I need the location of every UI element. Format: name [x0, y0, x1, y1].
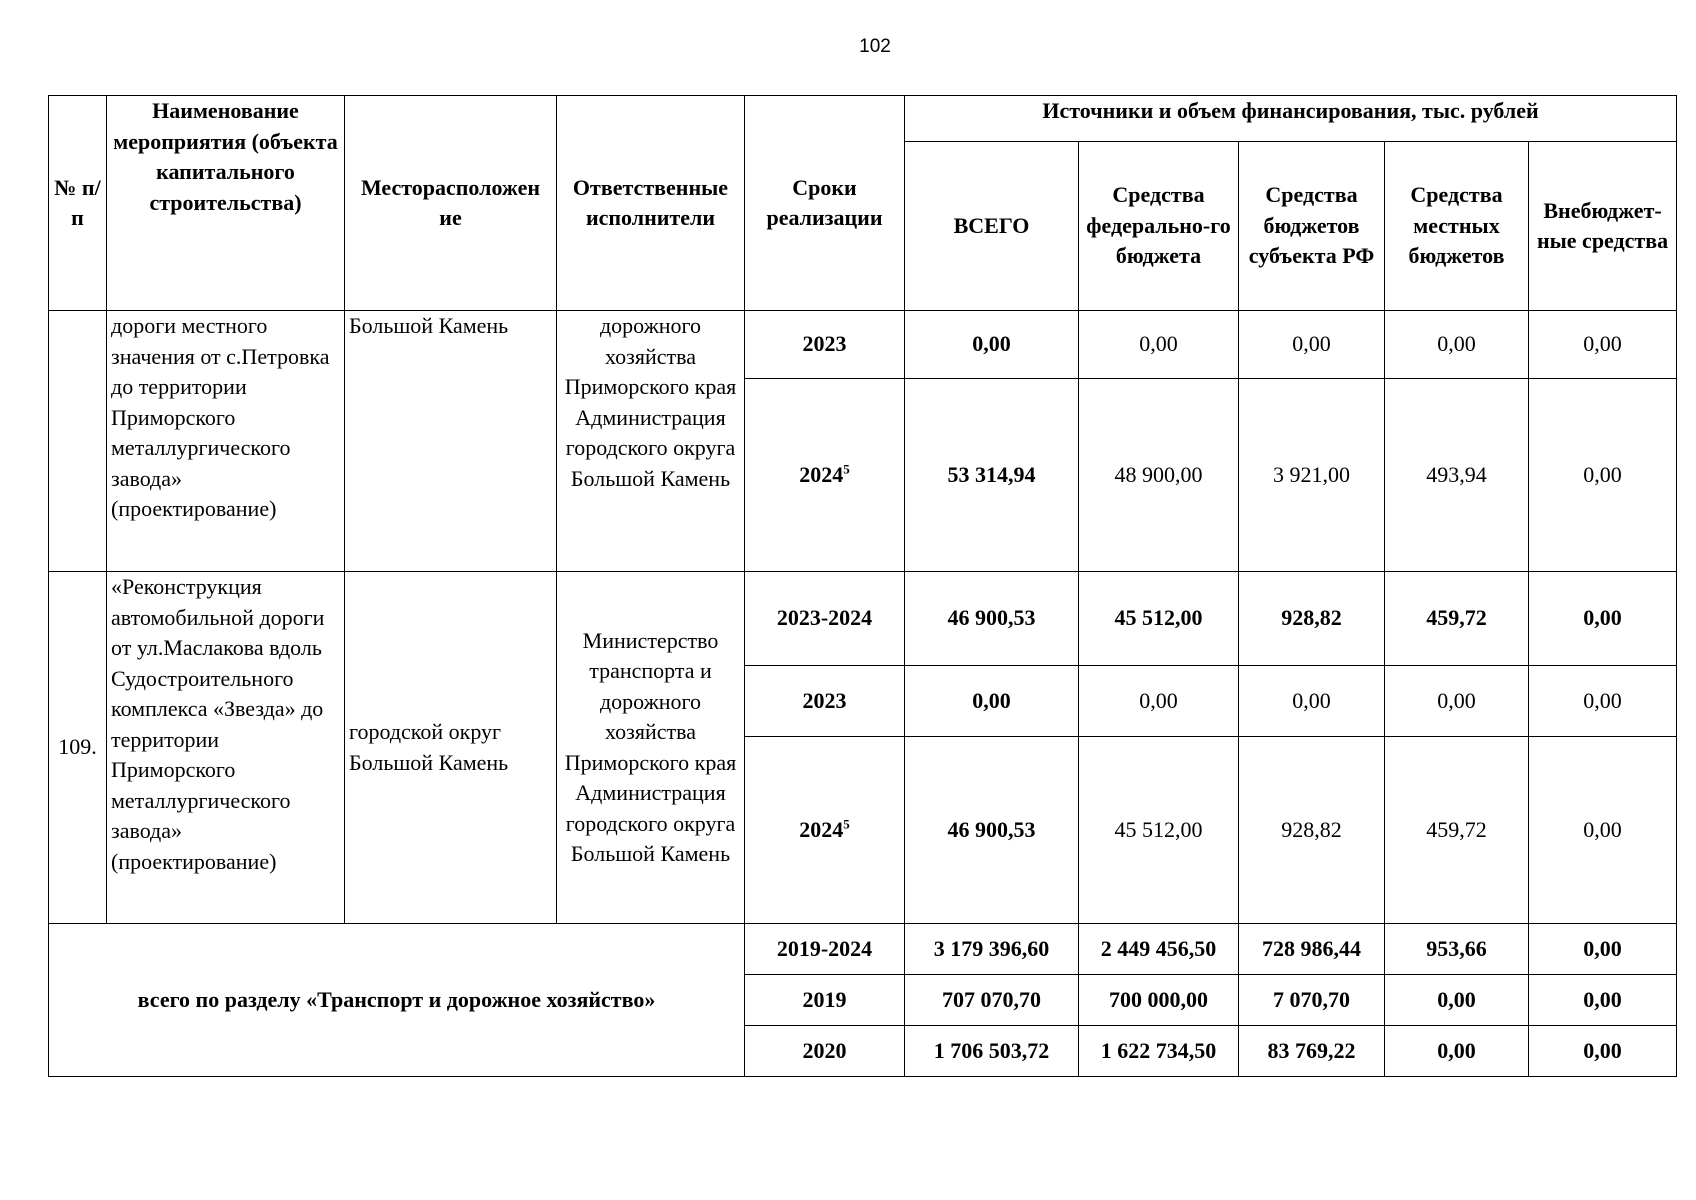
item-109-responsible: Министерство транспорта и дорожного хозяйства Приморского края Администрация городского округа Большой Камень	[557, 572, 745, 924]
period-cell: 2019	[745, 975, 905, 1026]
local-cell: 0,00	[1385, 666, 1529, 737]
total-cell: 707 070,70	[905, 975, 1079, 1026]
local-cell: 953,66	[1385, 924, 1529, 975]
page-number: 102	[859, 36, 891, 57]
period-cell: 2020	[745, 1026, 905, 1077]
federal-cell: 2 449 456,50	[1079, 924, 1239, 975]
footnote-marker: 5	[843, 461, 850, 477]
footnote-marker: 5	[843, 816, 850, 832]
total-cell: 0,00	[905, 311, 1079, 379]
period-cell	[745, 737, 905, 924]
header-period: Сроки реализации	[745, 96, 905, 311]
total-cell: 46 900,53	[905, 737, 1079, 924]
period-text: 2024	[799, 461, 844, 487]
period-cell: 2023-2024	[745, 572, 905, 666]
total-cell: 53 314,94	[905, 379, 1079, 572]
item-108-num	[49, 311, 107, 572]
federal-cell: 1 622 734,50	[1079, 1026, 1239, 1077]
table-row	[49, 924, 1677, 975]
header-responsible: Ответственные исполнители	[557, 96, 745, 311]
period-cell	[745, 379, 905, 572]
financing-table	[48, 95, 1677, 1077]
period-cell: 2019-2024	[745, 924, 905, 975]
offbudget-cell: 0,00	[1529, 572, 1677, 666]
item-108-responsible: дорожного хозяйства Приморского края Администрация городского округа Большой Камень	[557, 311, 745, 572]
header-subject: Средства бюджетов субъекта РФ	[1239, 142, 1385, 311]
total-cell: 0,00	[905, 666, 1079, 737]
header-row-1	[49, 96, 1677, 142]
offbudget-cell: 0,00	[1529, 311, 1677, 379]
offbudget-cell: 0,00	[1529, 666, 1677, 737]
federal-cell: 0,00	[1079, 666, 1239, 737]
period-cell: 2023	[745, 666, 905, 737]
header-federal: Средства федерально-го бюджета	[1079, 142, 1239, 311]
item-109-location: городской округ Большой Камень	[345, 572, 557, 924]
federal-cell: 45 512,00	[1079, 572, 1239, 666]
offbudget-cell: 0,00	[1529, 924, 1677, 975]
local-cell: 0,00	[1385, 975, 1529, 1026]
period-text: 2024	[799, 816, 844, 842]
subject-cell: 928,82	[1239, 737, 1385, 924]
total-cell: 3 179 396,60	[905, 924, 1079, 975]
offbudget-cell: 0,00	[1529, 379, 1677, 572]
section-total-label: всего по разделу «Транспорт и дорожное хозяйство»	[49, 924, 745, 1077]
item-108-name: дороги местного значения от с.Петровка до территории Приморского металлургического завода» (проектирование)	[107, 311, 345, 572]
federal-cell: 48 900,00	[1079, 379, 1239, 572]
offbudget-cell: 0,00	[1529, 737, 1677, 924]
subject-cell: 7 070,70	[1239, 975, 1385, 1026]
table-row	[49, 572, 1677, 666]
header-location: Месторасположен ие	[345, 96, 557, 311]
subject-cell: 0,00	[1239, 666, 1385, 737]
item-109-name: «Реконструкция автомобильной дороги от ул.Маслакова вдоль Судостроительного комплекса «Звезда» до территории Приморского металлургического завода» (проектирование)	[107, 572, 345, 924]
header-funding-group: Источники и объем финансирования, тыс. рублей	[905, 96, 1677, 142]
local-cell: 493,94	[1385, 379, 1529, 572]
local-cell: 459,72	[1385, 737, 1529, 924]
subject-cell: 928,82	[1239, 572, 1385, 666]
header-offbudget: Внебюджет-ные средства	[1529, 142, 1677, 311]
federal-cell: 700 000,00	[1079, 975, 1239, 1026]
offbudget-cell: 0,00	[1529, 1026, 1677, 1077]
subject-cell: 83 769,22	[1239, 1026, 1385, 1077]
subject-cell: 3 921,00	[1239, 379, 1385, 572]
total-cell: 46 900,53	[905, 572, 1079, 666]
header-total: ВСЕГО	[905, 142, 1079, 311]
federal-cell: 45 512,00	[1079, 737, 1239, 924]
offbudget-cell: 0,00	[1529, 975, 1677, 1026]
total-cell: 1 706 503,72	[905, 1026, 1079, 1077]
local-cell: 459,72	[1385, 572, 1529, 666]
subject-cell: 728 986,44	[1239, 924, 1385, 975]
federal-cell: 0,00	[1079, 311, 1239, 379]
subject-cell: 0,00	[1239, 311, 1385, 379]
item-108-location: Большой Камень	[345, 311, 557, 572]
item-109-num: 109.	[49, 572, 107, 924]
header-num: № п/п	[49, 96, 107, 311]
table-row	[49, 311, 1677, 379]
header-local: Средства местных бюджетов	[1385, 142, 1529, 311]
header-name: Наименование мероприятия (объекта капитального строительства)	[107, 96, 345, 311]
local-cell: 0,00	[1385, 311, 1529, 379]
local-cell: 0,00	[1385, 1026, 1529, 1077]
period-cell: 2023	[745, 311, 905, 379]
